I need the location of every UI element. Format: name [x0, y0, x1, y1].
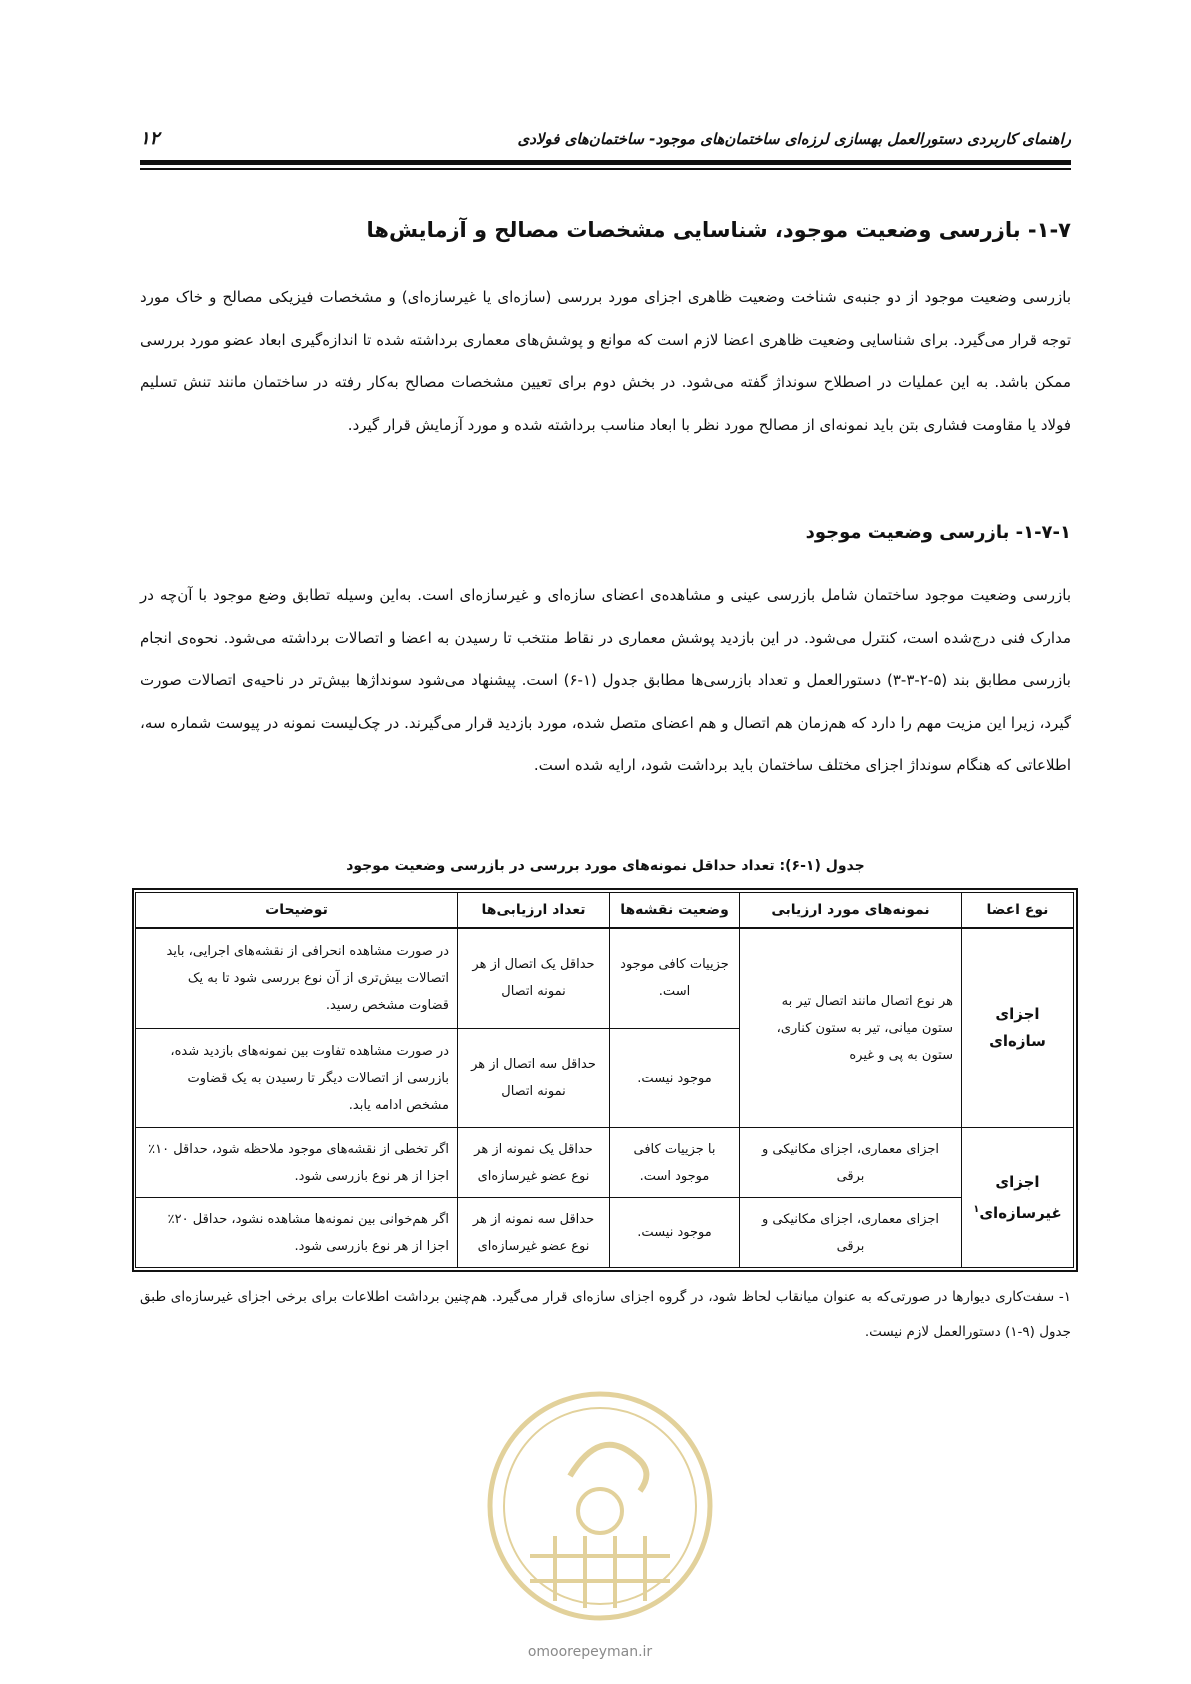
section-paragraph: بازرسی وضعیت موجود از دو جنبه‌ی شناخت وضعیت ظاهری اجزای مورد بررسی (سازه‌ای یا غیرسازه‌ای) و مشخصات فیزیکی مصالح و خاک مورد توجه قرار می‌گیرد. برای شناسایی وضعیت ظاهری اعضا لازم است که موانع و پوشش‌های معماری برداشته شده تا اندازه‌گیری ابعاد عضو مورد بررسی ممکن باشد. به این عملیات در اصطلاح سونداژ گفته می‌شود. در بخش دوم برای تعیین مشخصات مصالح به‌کار رفته در ساختمان مانند تنش تسلیم فولاد یا مقاومت فشاری بتن باید نمونه‌ای از مصالح مورد نظر با ابعاد مناسب برداشته شده و مورد آزمایش قرار گیرد. — [140, 288, 1071, 434]
drawings-cell: جزییات کافی موجود است. — [610, 928, 740, 1028]
header-rule-thin — [140, 168, 1071, 170]
drawings-cell: موجود نیست. — [610, 1028, 740, 1128]
notes-cell: در صورت مشاهده تفاوت بین نمونه‌های بازدید شده، بازرسی از اتصالات دیگر تا رسیدن به یک قضاوت مشخص ادامه یابد. — [136, 1028, 458, 1128]
col-header-member-type: نوع اعضا — [962, 893, 1074, 929]
header-rule-thick — [140, 160, 1071, 165]
table-row — [136, 1198, 1074, 1268]
watermark-url: omoorepeyman.ir — [527, 1644, 653, 1660]
member-type-structural: اجزای سازه‌ای — [962, 928, 1074, 1128]
col-header-notes: توضیحات — [136, 893, 458, 929]
member-type-line2: غیرسازه‌ای — [979, 1203, 1062, 1222]
drawings-cell: موجود نیست. — [610, 1198, 740, 1268]
col-header-samples: نمونه‌های مورد ارزیابی — [740, 893, 962, 929]
member-type-line1: اجزای — [995, 1172, 1040, 1191]
page-number: ۱۲ — [140, 128, 160, 149]
col-header-drawings: وضعیت نقشه‌ها — [610, 893, 740, 929]
section-heading: ۱-۷- بازرسی وضعیت موجود، شناسایی مشخصات مصالح و آزمایش‌ها — [366, 218, 1071, 242]
footnote-mark: ۱ — [973, 1203, 980, 1215]
count-cell: حداقل سه نمونه از هر نوع عضو غیرسازه‌ای — [458, 1198, 610, 1268]
footnote: ۱- سفت‌کاری دیوارها در صورتی‌که به عنوان میانقاب لحاظ شود، در گروه اجزای سازه‌ای قرار می‌گیرد. هم‌چنین برداشت اطلاعات برای برخی اجزای غیرسازه‌ای طبق جدول (۹-۱) دستورالعمل لازم نیست. — [140, 1289, 1071, 1340]
member-type-nonstructural — [962, 1128, 1074, 1268]
samples-cell: اجزای معماری، اجزای مکانیکی و برقی — [740, 1198, 962, 1268]
watermark-seal-icon — [470, 1386, 730, 1626]
notes-cell: اگر تخطی از نقشه‌های موجود ملاحظه شود، حداقل ۱۰٪ اجزا از هر نوع بازرسی شود. — [136, 1128, 458, 1198]
table-frame — [132, 888, 1078, 1272]
count-cell: حداقل یک اتصال از هر نمونه اتصال — [458, 928, 610, 1028]
subsection-paragraph: بازرسی وضعیت موجود ساختمان شامل بازرسی عینی و مشاهده‌ی اعضای سازه‌ای و غیرسازه‌ای است. به‌این وسیله تطابق وضع موجود با آن‌چه در مدارک فنی درج‌شده است، کنترل می‌شود. در این بازدید پوشش معماری در نقاط منتخب تا رسیدن به اعضا و اتصالات برداشته می‌شود. نحوه‌ی انجام بازرسی مطابق بند (۵-۲-۳-۳) دستورالعمل و تعداد بازرسی‌ها مطابق جدول (۱-۶) است. پیشنهاد می‌شود سونداژها بیش‌تر در ناحیه‌ی اتصالات صورت گیرد، زیرا این مزیت مهم را دارد که هم‌زمان هم اتصال و هم اعضای متصل شده، مورد بازدید قرار می‌گیرند. در چک‌لیست نمونه در پیوست شماره سه، اطلاعاتی که هنگام سونداژ اجزای مختلف ساختمان باید برداشت شود، ارایه شده است. — [140, 586, 1071, 774]
samples-structural: هر نوع اتصال مانند اتصال تیر به ستون میانی، تیر به ستون کناری، ستون به پی و غیره — [740, 928, 962, 1128]
col-header-count: تعداد ارزیابی‌ها — [458, 893, 610, 929]
drawings-cell: با جزییات کافی موجود است. — [610, 1128, 740, 1198]
table-row — [136, 928, 1074, 1028]
table-row — [136, 1128, 1074, 1198]
table-header-row — [136, 893, 1074, 929]
inspection-table — [135, 892, 1074, 1268]
running-title: راهنمای کاربردی دستورالعمل بهسازی لرزه‌ای ساختمان‌های موجود- ساختمان‌های فولادی — [517, 130, 1071, 148]
count-cell: حداقل سه اتصال از هر نمونه اتصال — [458, 1028, 610, 1128]
notes-cell: اگر هم‌خوانی بین نمونه‌ها مشاهده نشود، حداقل ۲۰٪ اجزا از هر نوع بازرسی شود. — [136, 1198, 458, 1268]
notes-cell: در صورت مشاهده انحرافی از نقشه‌های اجرایی، باید اتصالات بیش‌تری از آن نوع بررسی شود تا به یک قضاوت مشخص رسید. — [136, 928, 458, 1028]
subsection-heading: ۱-۷-۱- بازرسی وضعیت موجود — [805, 522, 1071, 543]
page-header — [140, 126, 1071, 156]
count-cell: حداقل یک نمونه از هر نوع عضو غیرسازه‌ای — [458, 1128, 610, 1198]
table-caption: جدول (۱-۶): تعداد حداقل نمونه‌های مورد بررسی در بازرسی وضعیت موجود — [346, 858, 865, 874]
samples-cell: اجزای معماری، اجزای مکانیکی و برقی — [740, 1128, 962, 1198]
